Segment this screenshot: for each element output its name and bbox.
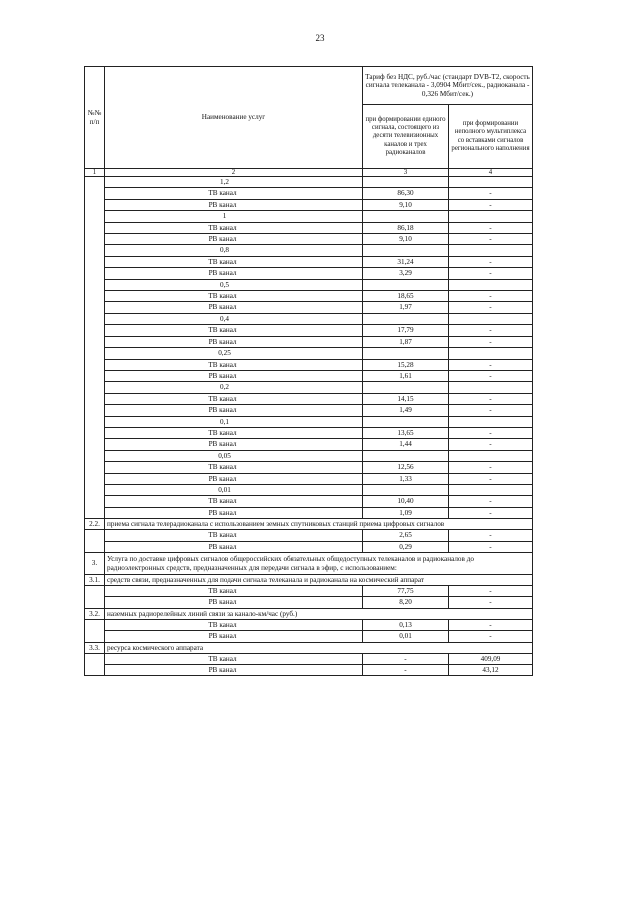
row-number-cell [85, 348, 105, 359]
row-number-cell [85, 393, 105, 404]
row-number-cell [85, 199, 105, 210]
service-name-cell: РВ канал [105, 507, 363, 518]
service-name-cell: ТВ канал [105, 393, 363, 404]
group-variants [85, 177, 533, 519]
service-name-cell: 0,2 [105, 382, 363, 393]
section-title: приема сигнала телерадиоканала с использованием земных спутниковых станций приема цифровых сигналов [105, 519, 533, 530]
tariff-col3-cell: 86,30 [363, 188, 449, 199]
row-number-cell [85, 427, 105, 438]
table-row [85, 427, 533, 438]
service-name-cell: РВ канал [105, 541, 363, 552]
tariff-col3-cell [363, 348, 449, 359]
tariff-col4-cell [449, 382, 533, 393]
service-name-cell: 0,05 [105, 450, 363, 461]
tariff-col4-cell [449, 450, 533, 461]
table-row [85, 665, 533, 676]
row-number-cell [85, 631, 105, 642]
section-number: 3. [85, 553, 105, 575]
table-row [85, 336, 533, 347]
group-3-1 [85, 586, 533, 609]
service-name-cell: 0,8 [105, 245, 363, 256]
tariff-col4-cell: - [449, 619, 533, 630]
row-number-cell [85, 234, 105, 245]
service-name-cell: ТВ канал [105, 291, 363, 302]
tariff-col3-cell [363, 382, 449, 393]
service-name-cell: ТВ канал [105, 256, 363, 267]
tariff-col4-cell [449, 416, 533, 427]
row-number-cell [85, 416, 105, 427]
service-name-cell: ТВ канал [105, 653, 363, 664]
tariff-col3-cell: 1,61 [363, 370, 449, 381]
tariff-col4-cell [449, 211, 533, 222]
tariff-col4-cell: - [449, 427, 533, 438]
tariff-col4-cell: - [449, 302, 533, 313]
tariff-col3-cell [363, 279, 449, 290]
row-number-cell [85, 484, 105, 495]
table-row [85, 586, 533, 597]
tariff-col3-cell: 3,29 [363, 268, 449, 279]
section-title: средств связи, предназначенных для подачи сигнала телеканала и радиоканала на космический аппарат [105, 575, 533, 586]
tariff-col3-cell: 31,24 [363, 256, 449, 267]
tariff-col4-cell: - [449, 199, 533, 210]
service-name-cell: РВ канал [105, 597, 363, 608]
table-row [85, 597, 533, 608]
tariff-col3-cell: 18,65 [363, 291, 449, 302]
table-row [85, 370, 533, 381]
row-number-cell [85, 302, 105, 313]
tariff-col4-cell: - [449, 597, 533, 608]
tariff-col4-cell: - [449, 507, 533, 518]
tariff-col3-cell: 2,65 [363, 530, 449, 541]
row-number-cell [85, 279, 105, 290]
tariff-col3-cell: 1,49 [363, 405, 449, 416]
table-row [85, 541, 533, 552]
tariff-col4-cell: - [449, 325, 533, 336]
table-row [85, 177, 533, 188]
table-row [85, 382, 533, 393]
row-number-cell [85, 245, 105, 256]
row-number-cell [85, 450, 105, 461]
table-row [85, 256, 533, 267]
row-number-cell [85, 439, 105, 450]
service-name-cell: РВ канал [105, 234, 363, 245]
tariff-table [84, 66, 533, 676]
row-number-cell [85, 665, 105, 676]
tariff-col4-cell: - [449, 439, 533, 450]
table-row [85, 359, 533, 370]
service-name-cell: РВ канал [105, 665, 363, 676]
section-title: ресурса космического аппарата [105, 642, 533, 653]
service-name-cell: РВ канал [105, 631, 363, 642]
tariff-col3-cell: 14,15 [363, 393, 449, 404]
service-name-cell: 1 [105, 211, 363, 222]
tariff-col4-cell [449, 279, 533, 290]
service-name-cell: ТВ канал [105, 325, 363, 336]
row-number-cell [85, 256, 105, 267]
tariff-col3-cell: 0,13 [363, 619, 449, 630]
tariff-col3-cell: 77,75 [363, 586, 449, 597]
row-number-cell [85, 291, 105, 302]
index-1: 1 [85, 169, 105, 177]
header-service-name: Наименование услуг [105, 67, 363, 169]
service-name-cell: ТВ канал [105, 530, 363, 541]
tariff-col3-cell: 15,28 [363, 359, 449, 370]
tariff-col3-cell: 1,87 [363, 336, 449, 347]
service-name-cell: РВ канал [105, 302, 363, 313]
tariff-col4-cell: 43,12 [449, 665, 533, 676]
row-number-cell [85, 496, 105, 507]
table-row [85, 473, 533, 484]
service-name-cell: РВ канал [105, 473, 363, 484]
row-number-cell [85, 597, 105, 608]
table-row [85, 302, 533, 313]
tariff-col3-cell: 17,79 [363, 325, 449, 336]
table-row [85, 439, 533, 450]
service-name-cell: ТВ канал [105, 427, 363, 438]
service-name-cell: РВ канал [105, 405, 363, 416]
table-row [85, 325, 533, 336]
tariff-col4-cell: - [449, 541, 533, 552]
tariff-col4-cell: - [449, 370, 533, 381]
index-4: 4 [449, 169, 533, 177]
row-number-cell [85, 507, 105, 518]
tariff-col4-cell: 409,09 [449, 653, 533, 664]
service-name-cell: РВ канал [105, 336, 363, 347]
table-row [85, 405, 533, 416]
group-3-2 [85, 619, 533, 642]
tariff-col4-cell: - [449, 359, 533, 370]
tariff-col3-cell [363, 177, 449, 188]
table-row [85, 199, 533, 210]
tariff-col3-cell: - [363, 665, 449, 676]
tariff-col4-cell: - [449, 393, 533, 404]
tariff-col3-cell: 1,97 [363, 302, 449, 313]
index-3: 3 [363, 169, 449, 177]
tariff-col4-cell [449, 313, 533, 324]
row-number-cell [85, 188, 105, 199]
table-row [85, 653, 533, 664]
table-row [85, 222, 533, 233]
service-name-cell: ТВ канал [105, 188, 363, 199]
table-row [85, 484, 533, 495]
group-2-2 [85, 530, 533, 553]
table-row [85, 631, 533, 642]
tariff-col4-cell: - [449, 268, 533, 279]
section-title: Услуга по доставке цифровых сигналов общероссийских обязательных общедоступных телеканалов и радиоканалов до радиоэлектронных средств, предназначенных для передачи сигнала в эфир, с использованием: [105, 553, 533, 575]
tariff-col3-cell: 8,20 [363, 597, 449, 608]
row-number-cell [85, 222, 105, 233]
tariff-col3-cell: 1,44 [363, 439, 449, 450]
service-name-cell: РВ канал [105, 268, 363, 279]
row-number-cell [85, 336, 105, 347]
tariff-col4-cell: - [449, 496, 533, 507]
row-number-cell [85, 653, 105, 664]
tariff-col4-cell: - [449, 405, 533, 416]
table-row [85, 496, 533, 507]
tariff-col3-cell [363, 211, 449, 222]
tariff-col4-cell: - [449, 462, 533, 473]
service-name-cell: РВ канал [105, 370, 363, 381]
tariff-col3-cell: 9,10 [363, 199, 449, 210]
service-name-cell: 0,1 [105, 416, 363, 427]
service-name-cell: 0,25 [105, 348, 363, 359]
tariff-col4-cell: - [449, 530, 533, 541]
service-name-cell: 1,2 [105, 177, 363, 188]
tariff-col3-cell: - [363, 653, 449, 664]
tariff-col4-cell: - [449, 631, 533, 642]
tariff-col3-cell: 0,01 [363, 631, 449, 642]
row-number-cell [85, 268, 105, 279]
service-name-cell: 0,5 [105, 279, 363, 290]
table-row [85, 188, 533, 199]
table-row [85, 234, 533, 245]
table-row [85, 507, 533, 518]
table-row [85, 462, 533, 473]
tariff-col3-cell: 1,33 [363, 473, 449, 484]
service-name-cell: ТВ канал [105, 462, 363, 473]
table-row [85, 619, 533, 630]
row-number-cell [85, 405, 105, 416]
service-name-cell: ТВ канал [105, 359, 363, 370]
row-number-cell [85, 359, 105, 370]
table-row [85, 245, 533, 256]
tariff-col3-cell: 1,09 [363, 507, 449, 518]
section-number: 3.2. [85, 608, 105, 619]
tariff-col3-cell [363, 484, 449, 495]
tariff-col3-cell: 10,40 [363, 496, 449, 507]
service-name-cell: РВ канал [105, 439, 363, 450]
row-number-cell [85, 619, 105, 630]
page-number: 23 [315, 33, 325, 43]
tariff-col3-cell: 9,10 [363, 234, 449, 245]
table-row [85, 313, 533, 324]
service-name-cell: ТВ канал [105, 222, 363, 233]
tariff-col4-cell: - [449, 234, 533, 245]
tariff-col4-cell [449, 177, 533, 188]
row-number-cell [85, 325, 105, 336]
tariff-col4-cell: - [449, 473, 533, 484]
table-row [85, 450, 533, 461]
tariff-col4-cell: - [449, 291, 533, 302]
table-row [85, 291, 533, 302]
service-name-cell: 0,01 [105, 484, 363, 495]
tariff-col4-cell: - [449, 188, 533, 199]
tariff-col4-cell: - [449, 222, 533, 233]
tariff-col4-cell: - [449, 586, 533, 597]
row-number-cell [85, 313, 105, 324]
tariff-col3-cell: 0,29 [363, 541, 449, 552]
row-number-cell [85, 211, 105, 222]
tariff-col3-cell: 86,18 [363, 222, 449, 233]
row-number-cell [85, 473, 105, 484]
tariff-col4-cell: - [449, 336, 533, 347]
header-num: №№ п/п [85, 67, 105, 169]
table-row [85, 268, 533, 279]
table-row [85, 211, 533, 222]
section-title: наземных радиорелейных линий связи за канало-км/час (руб.) [105, 608, 533, 619]
tariff-col4-cell: - [449, 256, 533, 267]
tariff-col3-cell: 12,56 [363, 462, 449, 473]
table-row [85, 393, 533, 404]
row-number-cell [85, 382, 105, 393]
header-col3: при формировании единого сигнала, состоящего из десяти телевизионных каналов и трех радиоканалов [363, 105, 449, 169]
index-2: 2 [105, 169, 363, 177]
header-col4: при формировании неполного мультиплекса со вставками сигналов регионального наполнения [449, 105, 533, 169]
tariff-col3-cell [363, 245, 449, 256]
table-row [85, 348, 533, 359]
service-name-cell: ТВ канал [105, 586, 363, 597]
table-row [85, 530, 533, 541]
service-name-cell: РВ канал [105, 199, 363, 210]
section-number: 3.3. [85, 642, 105, 653]
tariff-col3-cell [363, 450, 449, 461]
tariff-col3-cell [363, 313, 449, 324]
row-number-cell [85, 530, 105, 541]
group-3-3 [85, 653, 533, 676]
row-number-cell [85, 586, 105, 597]
tariff-col4-cell [449, 348, 533, 359]
tariff-col4-cell [449, 484, 533, 495]
service-name-cell: ТВ канал [105, 496, 363, 507]
tariff-col4-cell [449, 245, 533, 256]
row-number-cell [85, 177, 105, 188]
service-name-cell: 0,4 [105, 313, 363, 324]
tariff-col3-cell: 13,65 [363, 427, 449, 438]
section-number: 2.2. [85, 519, 105, 530]
service-name-cell: ТВ канал [105, 619, 363, 630]
row-number-cell [85, 462, 105, 473]
row-number-cell [85, 541, 105, 552]
row-number-cell [85, 370, 105, 381]
section-number: 3.1. [85, 575, 105, 586]
table-row [85, 416, 533, 427]
table-row [85, 279, 533, 290]
header-tariff: Тариф без НДС, руб./час (стандарт DVB-T2, скорость сигнала телеканала - 3,0904 Мбит/сек., радиоканала - 0,326 Мбит/сек.) [363, 67, 533, 105]
tariff-col3-cell [363, 416, 449, 427]
